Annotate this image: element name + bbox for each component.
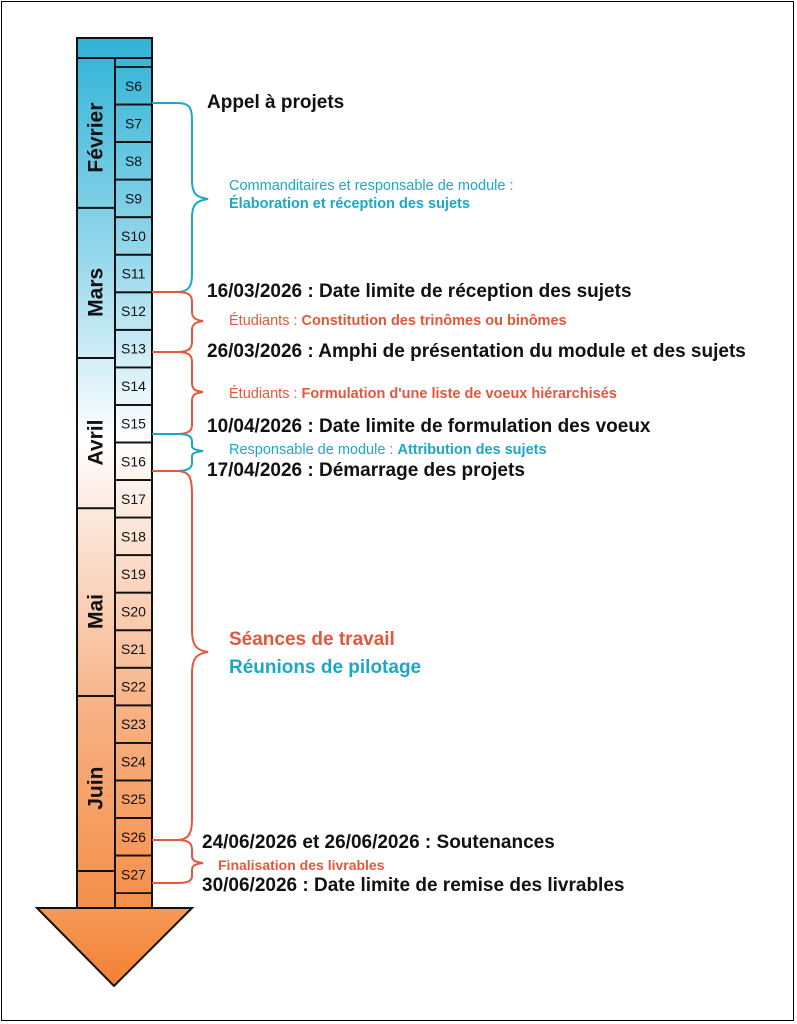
phase-pilotage: Réunions de pilotage xyxy=(229,657,422,678)
week-label-s25: S25 xyxy=(121,791,146,808)
week-label-s21: S21 xyxy=(121,641,146,658)
week-label-s10: S10 xyxy=(121,227,146,244)
month-label-1: Mars xyxy=(84,267,108,317)
event-amphi: 26/03/2026 : Amphi de présentation du module et des sujets xyxy=(207,341,746,362)
brace-seances xyxy=(177,471,208,840)
event-remise: 30/06/2026 : Date limite de remise des livrables xyxy=(202,875,625,896)
week-label-s24: S24 xyxy=(121,753,146,770)
week-label-s11: S11 xyxy=(121,265,146,282)
month-label-4: Juin xyxy=(84,766,108,810)
phase-seances: Séances de travail xyxy=(229,629,395,650)
event-soutenances: 24/06/2026 et 26/06/2026 : Soutenances xyxy=(202,832,555,853)
week-label-s16: S16 xyxy=(121,453,146,470)
week-label-s18: S18 xyxy=(121,528,146,545)
month-label-3: Mai xyxy=(84,593,108,629)
phase-voeux: Étudiants : Formulation d'une liste de voeux hiérarchisés xyxy=(229,386,617,402)
month-label-0: Février xyxy=(84,102,108,173)
week-label-s17: S17 xyxy=(121,490,146,507)
event-reception-sujets: 16/03/2026 : Date limite de réception des sujets xyxy=(207,281,632,302)
month-label-2: Avril xyxy=(84,419,108,466)
week-label-s26: S26 xyxy=(121,828,146,845)
brace-sujets xyxy=(177,103,208,292)
week-label-s22: S22 xyxy=(121,678,146,695)
phase-sujets-actor: Commanditaires et responsable de module : xyxy=(229,178,514,194)
week-label-s6: S6 xyxy=(124,77,143,94)
brace-voeux xyxy=(177,352,203,434)
week-label-s9: S9 xyxy=(124,190,143,207)
event-voeux: 10/04/2026 : Date limite de formulation des voeux xyxy=(207,416,651,437)
week-label-s8: S8 xyxy=(124,152,143,169)
week-label-s13: S13 xyxy=(121,340,146,357)
week-label-s12: S12 xyxy=(121,303,146,320)
brace-trinomes xyxy=(177,292,203,352)
week-label-s14: S14 xyxy=(121,378,146,395)
timeline-arrowhead xyxy=(37,908,192,986)
week-label-s19: S19 xyxy=(121,565,146,582)
phase-attribution: Responsable de module : Attribution des sujets xyxy=(229,442,547,458)
brace-finalisation xyxy=(177,840,203,883)
phase-sujets-task: Élaboration et réception des sujets xyxy=(229,196,470,212)
event-appel-a-projets: Appel à projets xyxy=(207,92,345,113)
phase-finalisation: Finalisation des livrables xyxy=(218,857,385,873)
event-demarrage: 17/04/2026 : Démarrage des projets xyxy=(207,460,525,481)
week-label-s23: S23 xyxy=(121,716,146,733)
week-label-s15: S15 xyxy=(121,415,146,432)
week-label-s7: S7 xyxy=(124,115,143,132)
week-label-s27: S27 xyxy=(121,866,146,883)
brace-attribution xyxy=(177,434,203,471)
phase-trinomes: Étudiants : Constitution des trinômes ou binômes xyxy=(229,313,567,329)
week-label-s20: S20 xyxy=(121,603,146,620)
